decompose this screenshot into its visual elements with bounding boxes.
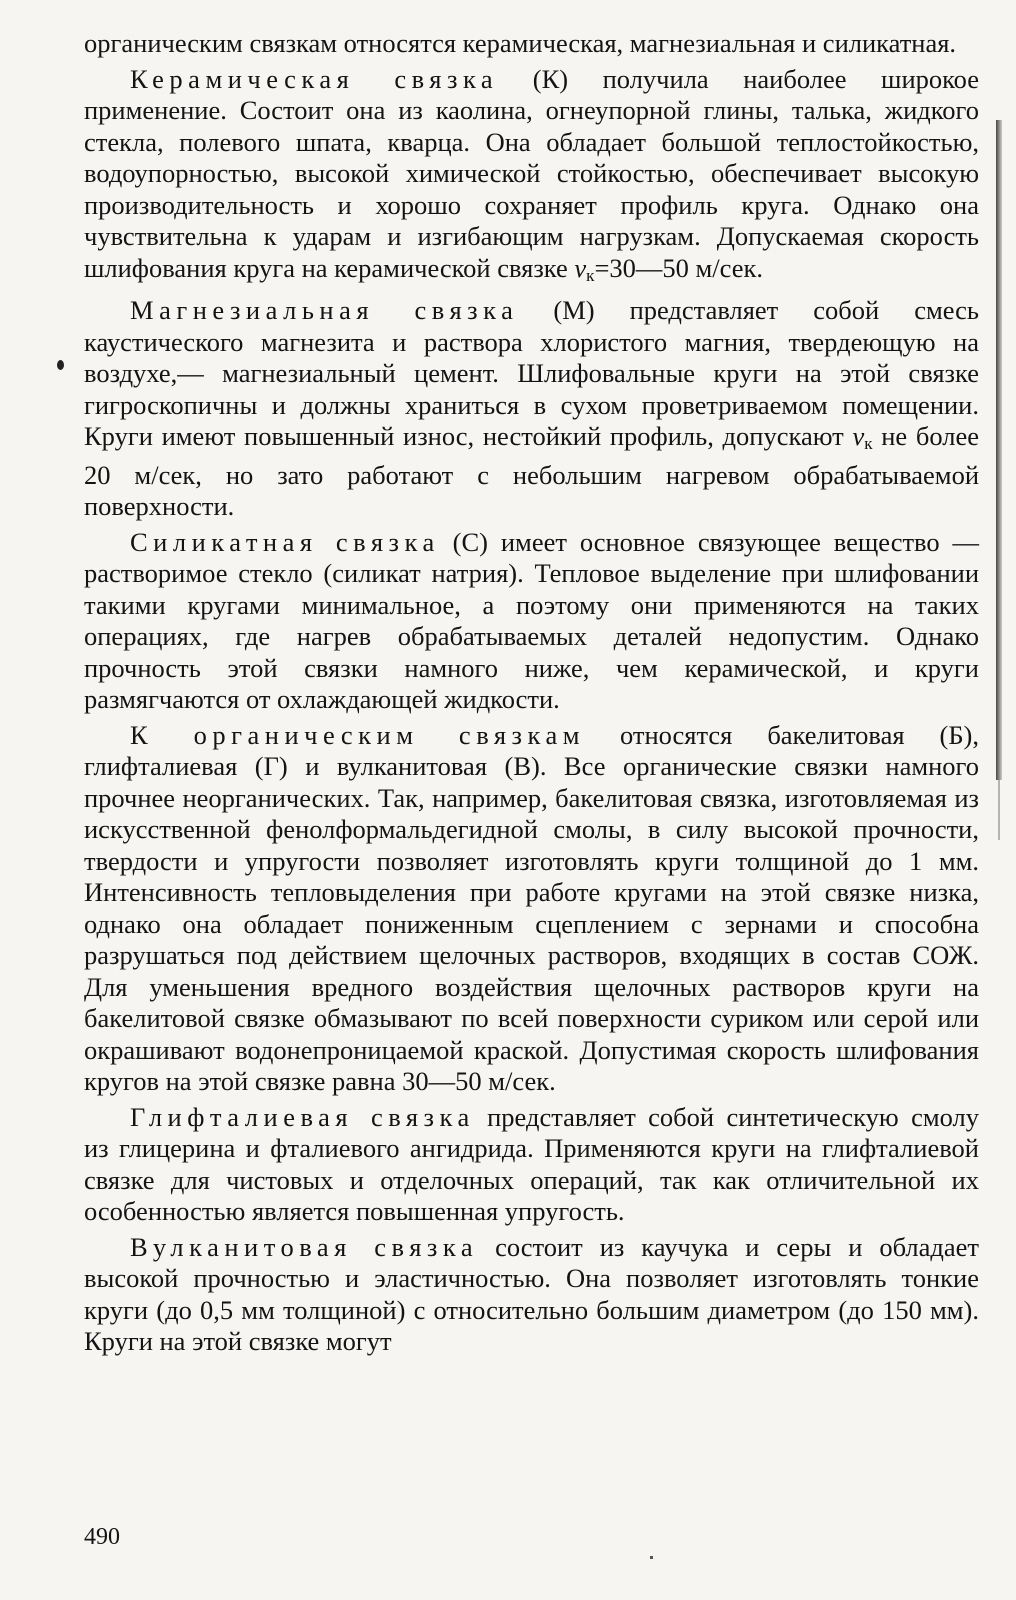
- scan-edge-shadow: [996, 120, 1002, 780]
- velocity-symbol: v: [574, 252, 587, 283]
- page-number: 490: [84, 1524, 120, 1550]
- scan-edge-shadow-faint: [998, 780, 1000, 840]
- paragraph-vulcanite-bond: [84, 1232, 979, 1358]
- velocity-symbol: v: [852, 421, 865, 451]
- paragraph-text: (С) имеет основное связующее вещество — растворимое стекло (силикат натрия). Тепловое выделение при шлифовании такими кругами минимальное, а поэтому они применяются на таких операциях, где нагрев обрабатываемых деталей недопустим. Однако прочность этой связки намного ниже, чем керамической, и круги размягчаются от охлаждающей жидкости.: [84, 526, 980, 714]
- paragraph-text: =30—50 м/сек.: [594, 252, 763, 283]
- velocity-subscript: к: [586, 265, 595, 285]
- paragraph-text: органическим связкам относятся керамическая, магнезиальная и силикатная.: [84, 28, 957, 58]
- term-vulcanite-bond: Вулканитовая связка: [130, 1231, 479, 1262]
- velocity-subscript: к: [864, 434, 873, 453]
- paragraph-text: (М) представляет собой смесь каустического магнезита и раствора хлористого магния, твердеющую на воздухе,— магнезиальный цемент. Шлифовальные круги на этой связке гигроскопичны и должны храниться в сухом проветриваемом помещении. Круги имеют повышенный износ, нестойкий профиль, допускают: [84, 295, 979, 451]
- paragraph-text: относятся бакелитовая (Б), глифталиевая (Г) и вулканитовая (В). Все органические связки намного прочнее неорганических. Так, например, бакелитовая связка, изготовляемая из искусственной фенолформальдегидной смолы, в силу высокой прочности, твердости и упругости позволяет изготовлять круги толщиной до 1 мм. Интенсивность тепловыделения при работе кругами на этой связке низка, однако она обладает пониженным сцеплением с зернами и способна разрушаться под действием щелочных растворов, входящих в состав СОЖ. Для уменьшения вредного воздействия щелочных растворов круги на бакелитовой связке обмазывают по всей поверхности суриком или серой или окрашивают водонепроницаемой краской. Допустимая скорость шлифования кругов на этой связке равна 30—50 м/сек.: [84, 719, 979, 1096]
- term-organic-bonds: К органическим связкам: [130, 719, 586, 750]
- paragraph-ceramic-bond: [84, 64, 979, 292]
- paragraph-silicate-bond: [84, 527, 979, 716]
- term-ceramic-bond: Керамическая связка: [130, 63, 499, 94]
- scan-speck: [650, 1556, 653, 1559]
- term-glyptal-bond: Глифталиевая связка: [130, 1101, 475, 1132]
- paragraph-continuation: [84, 28, 979, 60]
- paragraph-text: не более 20 м/сек, но зато работают с небольшим нагревом обрабатываемой поверхности.: [84, 421, 979, 521]
- paragraph-text: состоит из каучука и серы и обладает высокой прочностью и эластичностью. Она позволяет изготовлять тонкие круги (до 0,5 мм толщиной) с относительно большим диаметром (до 150 мм). Круги на этой связке могут: [84, 1231, 979, 1356]
- paragraph-text: (К) получила наиболее широкое применение. Состоит она из каолина, огнеупорной глины, талька, жидкого стекла, полевого шпата, кварца. Она обладает большой теплостойкостью, водоупорностью, высокой химической стойкостью, обеспечивает высокую производительность и хорошо сохраняет профиль круга. Однако она чувствительна к ударам и изгибающим нагрузкам. Допускаемая скорость шлифования круга на керамической связке: [84, 63, 979, 283]
- term-silicate-bond: Силикатная связка: [130, 526, 440, 557]
- paragraph-organic-bonds: [84, 720, 979, 1098]
- term-magnesia-bond: Магнезиальная связка: [130, 295, 519, 325]
- paragraph-glyptal-bond: [84, 1102, 979, 1228]
- paragraph-magnesia-bond: [84, 295, 979, 523]
- body-text: [84, 28, 979, 1358]
- margin-dot-mark: [57, 360, 64, 370]
- paragraph-text: представляет собой синтетическую смолу из глицерина и фталиевого ангидрида. Применяются круги на глифталиевой связке для чистовых и отделочных операций, так как отличительной их особенностью является повышенная упругость.: [84, 1101, 979, 1226]
